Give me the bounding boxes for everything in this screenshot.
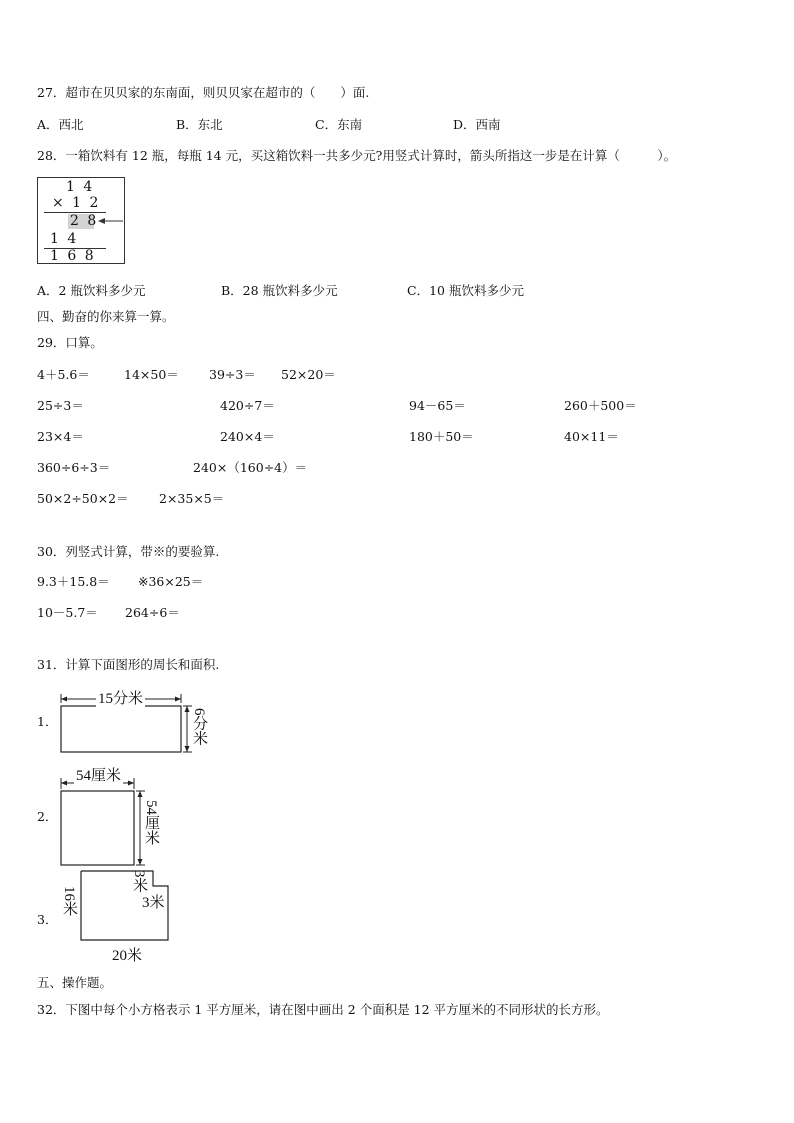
q28-option-a: A．2 瓶饮料多少元: [37, 283, 146, 298]
q29-item: 180＋50＝: [409, 429, 474, 444]
fig2-height-label: 54厘米: [143, 800, 159, 845]
q31-stem: 31．计算下面图形的周长和面积.: [37, 657, 220, 672]
q29-item: 52×20＝: [281, 367, 336, 382]
calc-row-multiplicand: 1 4: [66, 179, 95, 195]
fig3-number: 3．: [37, 912, 58, 927]
q28-option-c: C．10 瓶饮料多少元: [407, 283, 524, 298]
q29-item: 39÷3＝: [209, 367, 256, 382]
q30-stem: 30．列竖式计算，带※的要验算.: [37, 544, 220, 559]
calc-row-partial-2: 1 4: [50, 231, 79, 247]
q27-option-b: B．东北: [176, 117, 223, 132]
q29-item: 94－65＝: [409, 398, 466, 413]
q30-item: ※36×25＝: [138, 574, 204, 589]
q29-item: 240×4＝: [220, 429, 275, 444]
q30-item: 9.3＋15.8＝: [37, 574, 110, 589]
fig1-number: 1．: [37, 714, 58, 729]
section-4-heading: 四、勤奋的你来算一算。: [37, 309, 175, 324]
q29-item: 360÷6÷3＝: [37, 460, 111, 475]
q29-item: 240×（160÷4）＝: [193, 460, 308, 475]
fig3-left-label: 16米: [61, 886, 77, 916]
q30-item: 264÷6＝: [125, 605, 180, 620]
q30-item: 10－5.7＝: [37, 605, 98, 620]
q29-item: 25÷3＝: [37, 398, 84, 413]
arrow-left-icon: [98, 215, 124, 227]
q32-stem: 32．下图中每个小方格表示 1 平方厘米，请在图中画出 2 个面积是 12 平方厘米的不同形状的长方形。: [37, 1002, 609, 1017]
q28-stem: 28．一箱饮料有 12 瓶，每瓶 14 元，买这箱饮料一共多少元?用竖式计算时，箭头所指这一步是在计算（ ）。: [37, 148, 677, 163]
fig2-number: 2．: [37, 809, 58, 824]
q29-item: 4＋5.6＝: [37, 367, 90, 382]
q29-item: 23×4＝: [37, 429, 84, 444]
q27-option-d: D．西南: [453, 117, 501, 132]
fig3-notch-height-label: 3米: [131, 870, 147, 893]
q27-stem: 27．超市在贝贝家的东南面，则贝贝家在超市的（ ）面.: [37, 85, 370, 100]
q27-option-a: A．西北: [37, 117, 84, 132]
calc-row-partial-1: 2 8: [70, 213, 99, 229]
fig2-width-label: 54厘米: [74, 764, 123, 785]
q29-item: 50×2÷50×2＝: [37, 491, 129, 506]
calc-row-multiplier: × 1 2: [52, 195, 101, 211]
fig3-notch-width-label: 3米: [142, 895, 165, 911]
q28-vertical-calc: [37, 177, 125, 264]
fig1-height-label: 6分米: [191, 708, 207, 746]
fig3-bottom-label: 20米: [112, 948, 143, 964]
q29-item: 14×50＝: [124, 367, 179, 382]
fig1-width-label: 15分米: [96, 687, 145, 708]
q29-item: 260＋500＝: [564, 398, 637, 413]
q28-option-b: B．28 瓶饮料多少元: [221, 283, 338, 298]
calc-row-result: 1 6 8: [50, 248, 96, 264]
section-5-heading: 五、操作题。: [37, 975, 113, 990]
q29-item: 40×11＝: [564, 429, 619, 444]
q29-item: 420÷7＝: [220, 398, 275, 413]
q27-option-c: C．东南: [315, 117, 363, 132]
q29-stem: 29．口算。: [37, 335, 103, 350]
q29-item: 2×35×5＝: [159, 491, 225, 506]
